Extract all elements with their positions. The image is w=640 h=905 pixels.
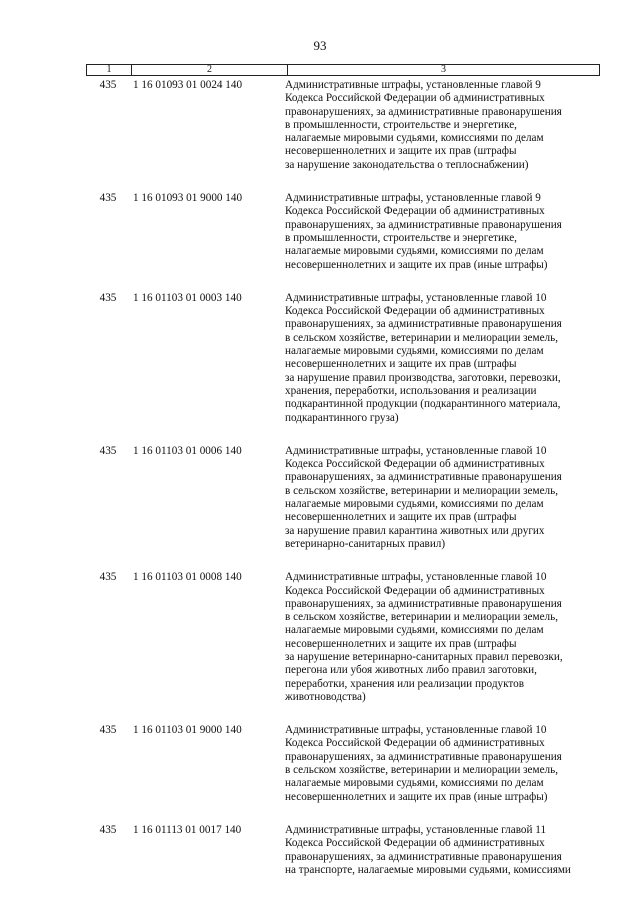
description-line: правонарушениях, за административные правонарушения <box>285 597 562 610</box>
description-line: несовершеннолетних и защите их прав (штрафы <box>285 637 517 650</box>
description-line: Кодекса Российской Федерации об административных <box>285 458 545 471</box>
table-row <box>86 824 600 877</box>
description-line: в сельском хозяйстве, ветеринарии и мелиорации земель, <box>285 764 559 777</box>
budget-classification-code: 1 16 01103 01 9000 140 <box>133 724 242 737</box>
column-header-row <box>87 65 600 76</box>
description-line: налагаемые мировыми судьями, комиссиями по делам <box>285 498 544 511</box>
revenue-description <box>285 292 600 425</box>
description-line: животноводства) <box>285 690 366 703</box>
admin-code: 435 <box>99 444 117 457</box>
description-line: в сельском хозяйстве, ветеринарии и мелиорации земель, <box>285 331 559 344</box>
description-line: за нарушение правил производства, заготовки, перевозки, <box>285 371 561 384</box>
description-line: Кодекса Российской Федерации об административных <box>285 737 545 750</box>
table-row <box>86 724 600 804</box>
budget-classification-code: 1 16 01113 01 0017 140 <box>133 823 242 836</box>
revenue-description <box>285 445 600 551</box>
admin-code: 435 <box>99 192 117 205</box>
budget-classification-code: 1 16 01103 01 0008 140 <box>133 571 242 584</box>
budget-classification-code: 1 16 01093 01 0024 140 <box>133 79 243 91</box>
revenue-description <box>285 824 600 877</box>
table-row <box>86 192 600 272</box>
description-line: Кодекса Российской Федерации об административных <box>285 305 545 318</box>
revenue-description <box>285 724 600 804</box>
description-line: подкарантинной продукции (подкарантинного материала, <box>285 398 561 411</box>
description-line: несовершеннолетних и защите их прав (штрафы <box>285 511 517 524</box>
description-line: Кодекса Российской Федерации об административных <box>285 92 545 105</box>
table-row <box>86 292 600 425</box>
admin-code: 435 <box>99 291 117 304</box>
budget-classification-code: 1 16 01093 01 9000 140 <box>133 192 243 205</box>
description-line: Административные штрафы, установленные главой 10 <box>285 444 547 457</box>
description-line: перегона или убоя животных либо правил заготовки, <box>285 664 537 677</box>
description-line: налагаемые мировыми судьями, комиссиями по делам <box>285 777 544 790</box>
description-line: несовершеннолетних и защите их прав (иные штрафы) <box>285 790 548 803</box>
description-line: в сельском хозяйстве, ветеринарии и мелиорации земель, <box>285 611 559 624</box>
description-line: Административные штрафы, установленные главой 9 <box>285 192 541 205</box>
description-line: Административные штрафы, установленные главой 10 <box>285 291 547 304</box>
table-row <box>86 571 600 704</box>
admin-code: 435 <box>99 79 117 91</box>
description-line: несовершеннолетних и защите их прав (иные штрафы) <box>285 258 548 271</box>
column-header-table <box>86 64 600 76</box>
description-line: за нарушение правил карантина животных или других <box>285 524 545 537</box>
admin-code: 435 <box>99 571 117 584</box>
description-line: в промышленности, строительстве и энергетике, <box>285 231 517 244</box>
description-line: хранения, переработки, использования и реализации <box>285 384 537 397</box>
revenue-description <box>285 79 600 172</box>
description-line: правонарушениях, за административные правонарушения <box>285 105 562 118</box>
description-line: правонарушениях, за административные правонарушения <box>285 850 562 863</box>
description-line: налагаемые мировыми судьями, комиссиями по делам <box>285 132 544 145</box>
description-line: Административные штрафы, установленные главой 10 <box>285 571 547 584</box>
revenue-description <box>285 192 600 272</box>
revenue-description <box>285 571 600 704</box>
description-line: ветеринарно-санитарных правил) <box>285 537 446 550</box>
column-header-1: 1 <box>87 65 132 76</box>
column-header-3: 3 <box>288 65 600 76</box>
budget-classification-code: 1 16 01103 01 0003 140 <box>133 291 242 304</box>
admin-code: 435 <box>99 823 117 836</box>
description-line: Кодекса Российской Федерации об административных <box>285 837 545 850</box>
description-line: за нарушение законодательства о теплоснабжении) <box>285 158 529 171</box>
table-row <box>86 79 600 172</box>
table-body <box>86 79 600 877</box>
description-line: на транспорте, налагаемые мировыми судьями, комиссиями <box>285 863 571 876</box>
description-line: правонарушениях, за административные правонарушения <box>285 750 562 763</box>
description-line: в сельском хозяйстве, ветеринарии и мелиорации земель, <box>285 484 559 497</box>
table-row <box>86 445 600 551</box>
page-number: 93 <box>313 38 327 53</box>
description-line: Административные штрафы, установленные главой 11 <box>285 823 547 836</box>
description-line: подкарантинного груза) <box>285 411 399 424</box>
description-line: Административные штрафы, установленные главой 9 <box>285 79 541 91</box>
description-line: несовершеннолетних и защите их прав (штрафы <box>285 145 517 158</box>
description-line: Кодекса Российской Федерации об административных <box>285 584 545 597</box>
description-line: налагаемые мировыми судьями, комиссиями по делам <box>285 624 544 637</box>
description-line: переработки, хранения или реализации продуктов <box>285 677 525 690</box>
description-line: в промышленности, строительстве и энергетике, <box>285 118 517 131</box>
description-line: Административные штрафы, установленные главой 10 <box>285 724 547 737</box>
description-line: за нарушение ветеринарно-санитарных правил перевозки, <box>285 650 563 663</box>
description-line: налагаемые мировыми судьями, комиссиями по делам <box>285 245 544 258</box>
budget-classification-code: 1 16 01103 01 0006 140 <box>133 444 242 457</box>
description-line: налагаемые мировыми судьями, комиссиями по делам <box>285 345 544 358</box>
admin-code: 435 <box>99 724 117 737</box>
column-header-2: 2 <box>132 65 288 76</box>
description-line: Кодекса Российской Федерации об административных <box>285 205 545 218</box>
description-line: несовершеннолетних и защите их прав (штрафы <box>285 358 517 371</box>
description-line: правонарушениях, за административные правонарушения <box>285 218 562 231</box>
description-line: правонарушениях, за административные правонарушения <box>285 471 562 484</box>
description-line: правонарушениях, за административные правонарушения <box>285 318 562 331</box>
